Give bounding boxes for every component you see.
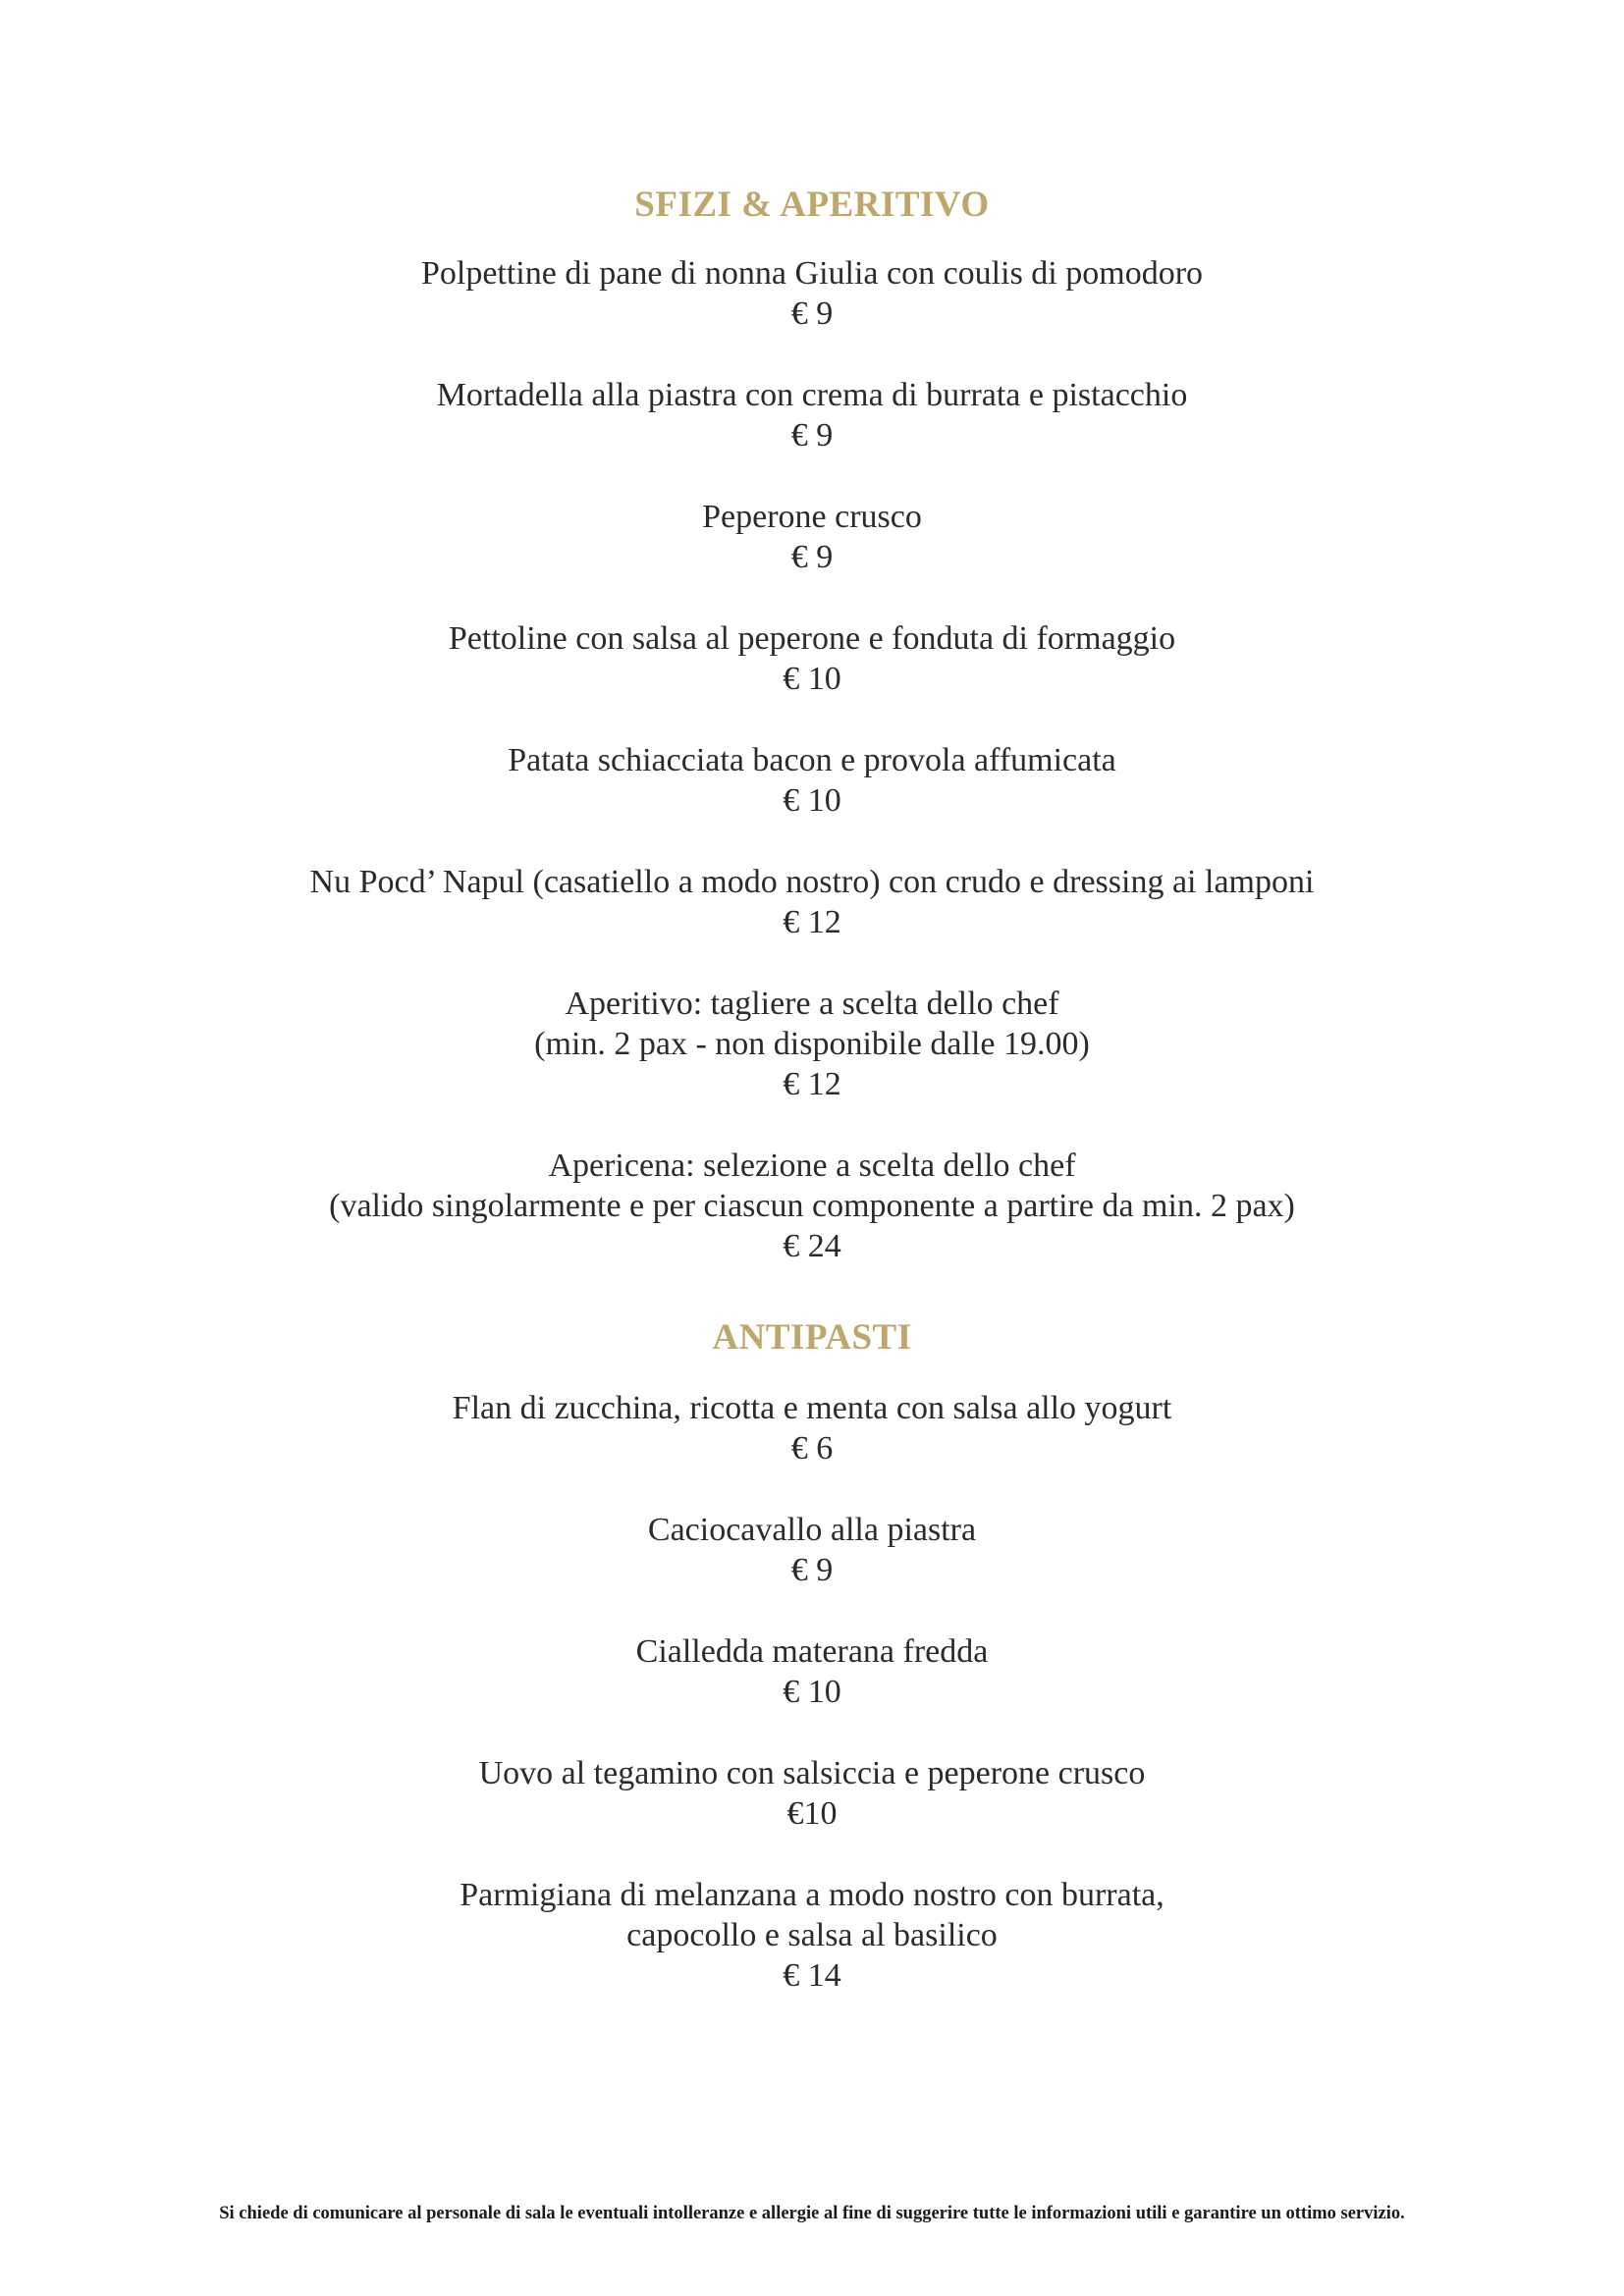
item-price: € 10 bbox=[783, 782, 841, 819]
item-price: € 24 bbox=[783, 1228, 841, 1264]
item-price: € 6 bbox=[790, 1430, 834, 1467]
item-price: €10 bbox=[786, 1795, 838, 1832]
item-price: € 9 bbox=[790, 417, 834, 454]
item-price: € 10 bbox=[783, 661, 841, 697]
menu-item bbox=[0, 984, 1624, 1104]
item-name: Uovo al tegamino con salsiccia e peperone crusco bbox=[478, 1755, 1146, 1791]
menu-item bbox=[0, 1753, 1624, 1834]
menu-item bbox=[0, 1631, 1624, 1712]
menu-item bbox=[0, 1146, 1624, 1266]
menu-item bbox=[0, 618, 1624, 699]
item-price: € 9 bbox=[790, 539, 834, 575]
allergy-notice: Si chiede di comunicare al personale di sala le eventuali intolleranze e allergie al fine di suggerire tutte le informazioni utili e garantire un ottimo servizio. bbox=[219, 2203, 1405, 2223]
item-name: Apericena: selezione a scelta dello chef bbox=[548, 1148, 1076, 1184]
item-name: Polpettine di pane di nonna Giulia con coulis di pomodoro bbox=[420, 255, 1204, 292]
item-price: € 12 bbox=[783, 1066, 841, 1102]
item-price: € 9 bbox=[790, 295, 834, 332]
item-name-cont: capocollo e salsa al basilico bbox=[626, 1917, 998, 1953]
item-name: Peperone crusco bbox=[702, 499, 922, 535]
menu-item bbox=[0, 740, 1624, 821]
menu-item bbox=[0, 375, 1624, 455]
menu-item bbox=[0, 1875, 1624, 1996]
item-note: (valido singolarmente e per ciascun componente a partire da min. 2 pax) bbox=[329, 1188, 1295, 1224]
item-note: (min. 2 pax - non disponibile dalle 19.00) bbox=[534, 1026, 1090, 1062]
item-price: € 14 bbox=[783, 1957, 841, 1994]
menu-item bbox=[0, 862, 1624, 942]
menu-item bbox=[0, 253, 1624, 334]
section-title: SFIZI & APERITIVO bbox=[634, 185, 990, 225]
item-name: Nu Pocd’ Napul (casatiello a modo nostro) con crudo e dressing ai lamponi bbox=[309, 864, 1315, 900]
item-price: € 10 bbox=[783, 1674, 841, 1710]
item-name: Parmigiana di melanzana a modo nostro con burrata, bbox=[460, 1877, 1164, 1913]
item-price: € 9 bbox=[790, 1552, 834, 1588]
section-antipasti bbox=[0, 1315, 1624, 2037]
item-name: Patata schiacciata bacon e provola affumicata bbox=[508, 742, 1116, 778]
item-name: Aperitivo: tagliere a scelta dello chef bbox=[565, 986, 1059, 1022]
section-title: ANTIPASTI bbox=[712, 1317, 912, 1358]
item-name: Pettoline con salsa al peperone e fonduta di formaggio bbox=[448, 620, 1176, 657]
section-sfizi-aperitivo bbox=[0, 183, 1624, 1288]
menu-item bbox=[0, 1388, 1624, 1468]
item-price: € 12 bbox=[783, 904, 841, 940]
menu-item bbox=[0, 497, 1624, 577]
item-name: Flan di zucchina, ricotta e menta con salsa allo yogurt bbox=[452, 1390, 1172, 1426]
item-name: Cialledda materana fredda bbox=[635, 1633, 989, 1670]
item-name: Mortadella alla piastra con crema di burrata e pistacchio bbox=[436, 377, 1188, 413]
item-name: Caciocavallo alla piastra bbox=[647, 1512, 977, 1548]
menu-item bbox=[0, 1510, 1624, 1590]
